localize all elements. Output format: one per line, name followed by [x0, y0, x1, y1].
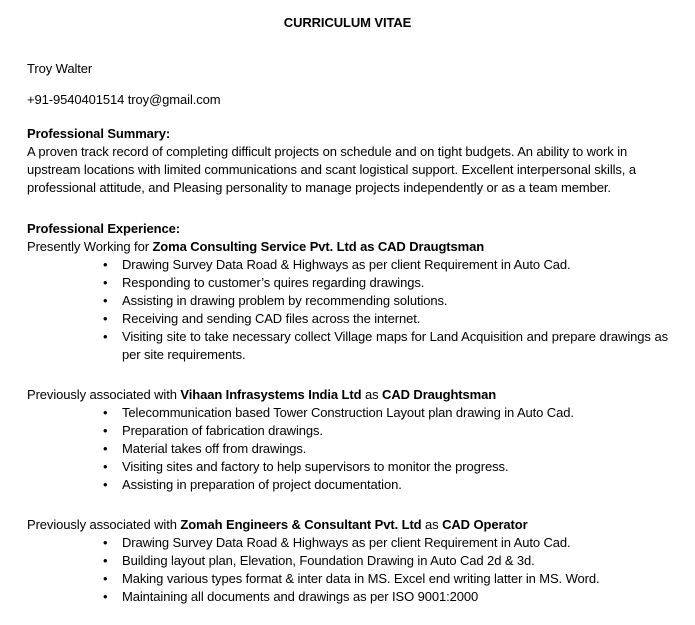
job-company: Zoma Consulting Service Pvt. Ltd as CAD Draugtsman	[152, 239, 485, 254]
job-bullets	[27, 404, 668, 494]
bullet-item: • Building layout plan, Elevation, Foundation Drawing in Auto Cad 2d & 3d.	[27, 552, 668, 570]
job-section-3	[27, 516, 668, 606]
cv-title: CURRICULUM VITAE	[283, 15, 412, 30]
bullet-item: • Material takes off from drawings.	[27, 440, 668, 458]
bullet-item: • Maintaining all documents and drawings as per ISO 9001:2000	[27, 588, 668, 606]
job-heading-line	[27, 516, 668, 534]
job-intro: Previously associated with	[27, 387, 181, 402]
job-intro: Presently Working for	[27, 239, 153, 254]
contact-line: +91-9540401514 troy@gmail.com	[27, 92, 221, 107]
bullet-item: • Visiting sites and factory to help supervisors to monitor the progress.	[27, 458, 668, 476]
experience-heading: Professional Experience:	[27, 221, 180, 236]
job-bullets	[27, 256, 668, 364]
job-heading-line	[27, 238, 668, 256]
job-mid: as	[361, 387, 383, 402]
bullet-item: • Preparation of fabrication drawings.	[27, 422, 668, 440]
bullet-item: • Responding to customer’s quires regarding drawings.	[27, 274, 668, 292]
candidate-name: Troy Walter	[27, 61, 93, 76]
job-mid: as	[421, 517, 443, 532]
bullet-item: • Assisting in preparation of project documentation.	[27, 476, 668, 494]
job-section-2	[27, 386, 668, 494]
bullet-item: • Telecommunication based Tower Construction Layout plan drawing in Auto Cad.	[27, 404, 668, 422]
job-company: Vihaan Infrasystems India Ltd	[180, 387, 362, 402]
job-intro: Previously associated with	[27, 517, 181, 532]
job-heading-line	[27, 386, 668, 404]
bullet-item: • Receiving and sending CAD files across the internet.	[27, 310, 668, 328]
summary-heading: Professional Summary:	[27, 126, 171, 141]
bullet-item: • Making various types format & inter data in MS. Excel end writing latter in MS. Word.	[27, 570, 668, 588]
bullet-item: • Drawing Survey Data Road & Highways as per client Requirement in Auto Cad.	[27, 256, 668, 274]
bullet-item: • Drawing Survey Data Road & Highways as per client Requirement in Auto Cad.	[27, 534, 668, 552]
job-role: CAD Draughtsman	[382, 387, 497, 402]
summary-text: A proven track record of completing difficult projects on schedule and on tight budgets. An ability to work in upstream locations with limited communications and scant logistical support. Excellent interpersonal skills, a professional attitude, and Pleasing personality to manage projects independently or as a team member.	[27, 144, 636, 195]
job-section-1	[27, 238, 668, 364]
job-role: CAD Operator	[442, 517, 528, 532]
bullet-item: • Visiting site to take necessary collect Village maps for Land Acquisition and prepare drawings as per site requirements.	[27, 328, 668, 364]
job-bullets	[27, 534, 668, 606]
job-company: Zomah Engineers & Consultant Pvt. Ltd	[180, 517, 422, 532]
bullet-item: • Assisting in drawing problem by recommending solutions.	[27, 292, 668, 310]
